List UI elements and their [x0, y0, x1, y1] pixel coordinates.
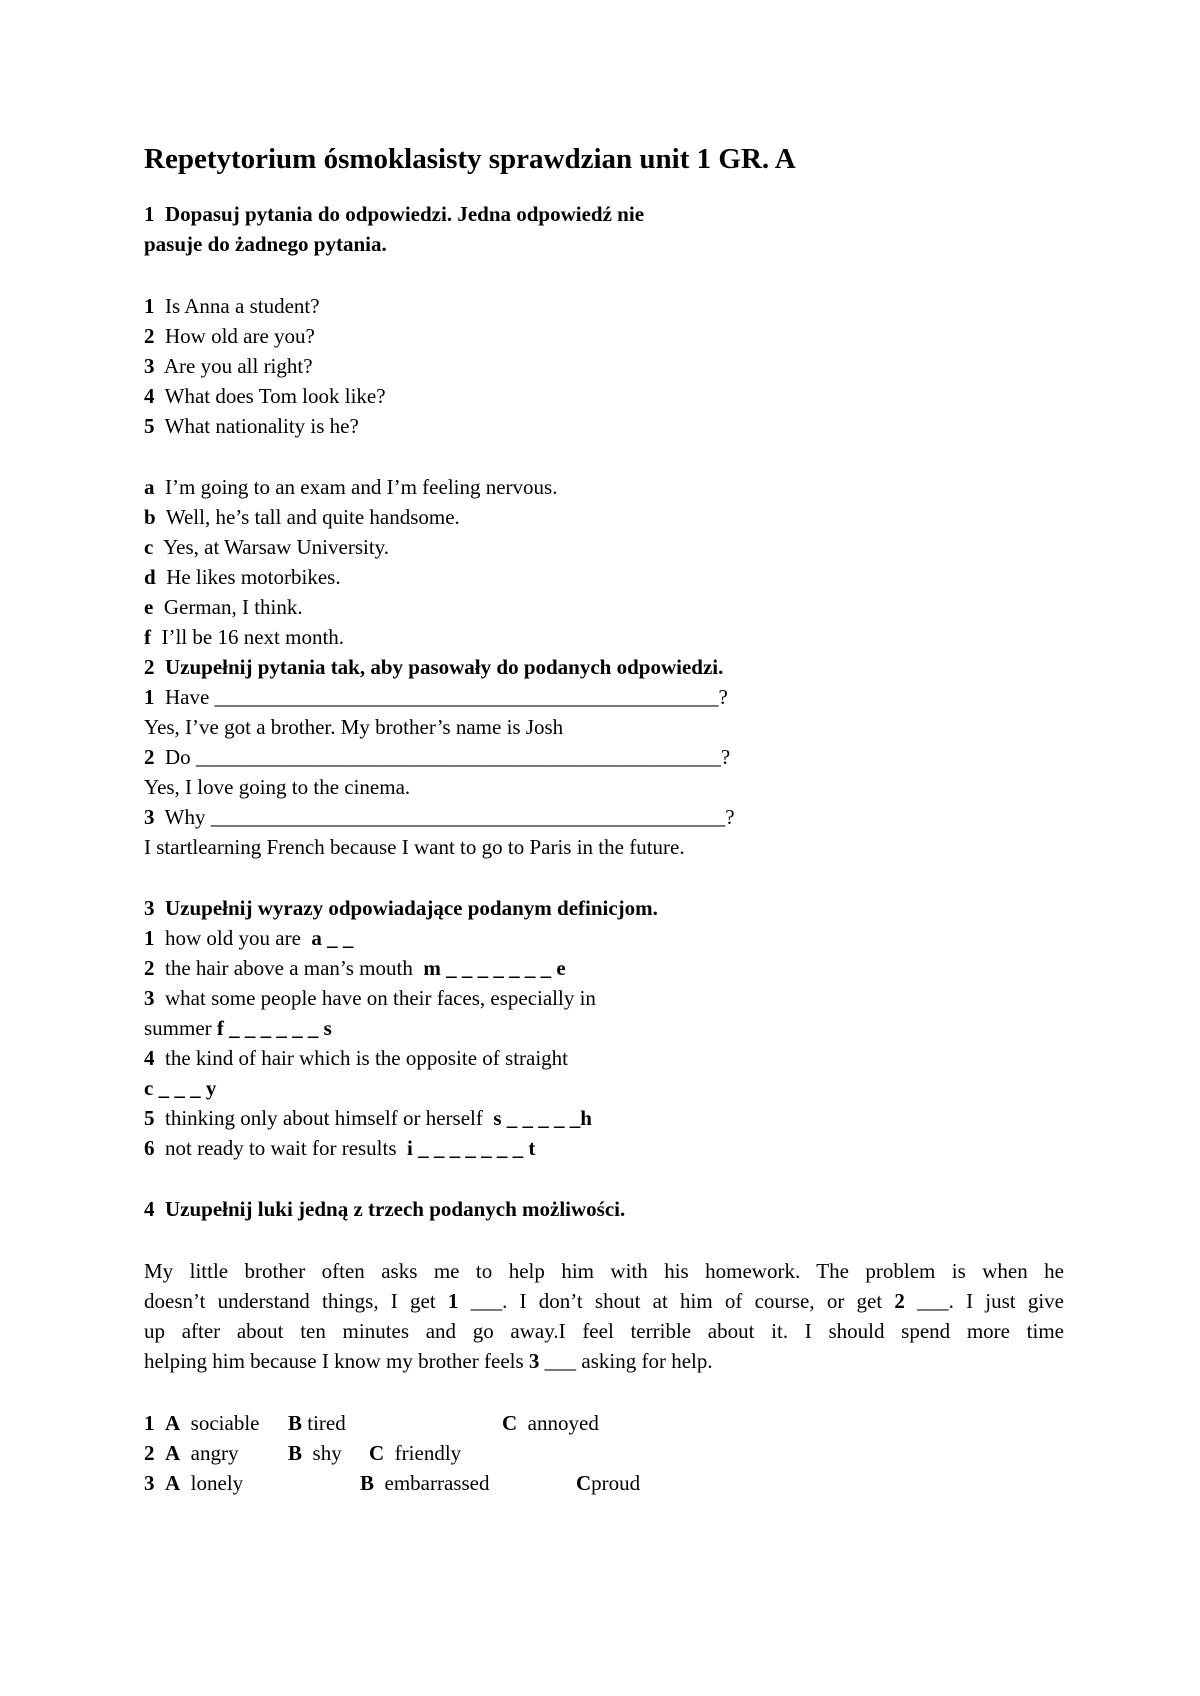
- ex2-prompt: 3 Why _________________________________________________?: [144, 805, 735, 829]
- ex2-answer: Yes, I love going to the cinema.: [144, 775, 411, 799]
- ex1-question: 1 Is Anna a student?: [144, 294, 320, 318]
- ex3-item: 6 not ready to wait for results i _ _ _ _ _ _ _ t: [144, 1136, 536, 1160]
- ex3-item-cont: c _ _ _ y: [144, 1076, 217, 1100]
- ex1-answer: d He likes motorbikes.: [144, 565, 341, 589]
- ex4-option-row: 1 A sociable: [144, 1411, 260, 1435]
- ex1-question: 5 What nationality is he?: [144, 414, 359, 438]
- ex2-answer: Yes, I’ve got a brother. My brother’s name is Josh: [144, 715, 564, 739]
- ex1-answer: f I’ll be 16 next month.: [144, 625, 345, 649]
- ex4-option-b: B embarrassed: [360, 1471, 490, 1495]
- ex4-option-b: B tired: [288, 1411, 346, 1435]
- ex1-answer: c Yes, at Warsaw University.: [144, 535, 390, 559]
- ex4-option-row: 2 A angry: [144, 1441, 239, 1465]
- ex4-option-c: Cproud: [576, 1471, 641, 1495]
- ex2-prompt: 2 Do __________________________________________________?: [144, 745, 731, 769]
- ex4-option-c: C annoyed: [502, 1411, 599, 1435]
- ex1-question: 2 How old are you?: [144, 324, 315, 348]
- ex2-instruction: 2 Uzupełnij pytania tak, aby pasowały do podanych odpowiedzi.: [144, 655, 724, 679]
- ex1-instruction-cont: pasuje do żadnego pytania.: [144, 232, 387, 256]
- ex4-option-c: C friendly: [369, 1441, 462, 1465]
- ex1-question: 3 Are you all right?: [144, 354, 313, 378]
- ex3-instruction: 3 Uzupełnij wyrazy odpowiadające podanym definicjom.: [144, 896, 658, 920]
- ex1-question: 4 What does Tom look like?: [144, 384, 386, 408]
- ex1-instruction: 1 Dopasuj pytania do odpowiedzi. Jedna odpowiedź nie: [144, 202, 645, 226]
- ex4-instruction: 4 Uzupełnij luki jedną z trzech podanych możliwości.: [144, 1197, 626, 1221]
- ex3-item: 3 what some people have on their faces, especially in: [144, 986, 596, 1010]
- ex4-passage: My little brother often asks me to help him with his homework. The problem is when he doesn’t understand things, I get 1 ___. I don’t shout at him of course, or get 2 ___. I just give up after about ten minutes and go away.I feel terrible about it. I should spend more time helping him because I know my brother feels 3 ___ asking for help.: [144, 1259, 1064, 1373]
- ex1-answer: a I’m going to an exam and I’m feeling nervous.: [144, 475, 558, 499]
- ex3-item: 2 the hair above a man’s mouth m _ _ _ _ _ _ _ e: [144, 956, 566, 980]
- ex3-item-cont: summer f _ _ _ _ _ _ s: [144, 1016, 332, 1040]
- ex4-option-row: 3 A lonely: [144, 1471, 244, 1495]
- ex3-item: 1 how old you are a _ _: [144, 926, 354, 950]
- ex3-item: 4 the kind of hair which is the opposite of straight: [144, 1046, 569, 1070]
- ex2-prompt: 1 Have ________________________________________________?: [144, 685, 728, 709]
- ex1-answer: b Well, he’s tall and quite handsome.: [144, 505, 460, 529]
- ex4-option-b: B shy: [288, 1441, 342, 1465]
- ex3-item: 5 thinking only about himself or herself s _ _ _ _ _h: [144, 1106, 592, 1130]
- ex1-answer: e German, I think.: [144, 595, 303, 619]
- ex2-answer: I startlearning French because I want to go to Paris in the future.: [144, 835, 685, 859]
- page-title: Repetytorium ósmoklasisty sprawdzian unit 1 GR. A: [144, 143, 796, 175]
